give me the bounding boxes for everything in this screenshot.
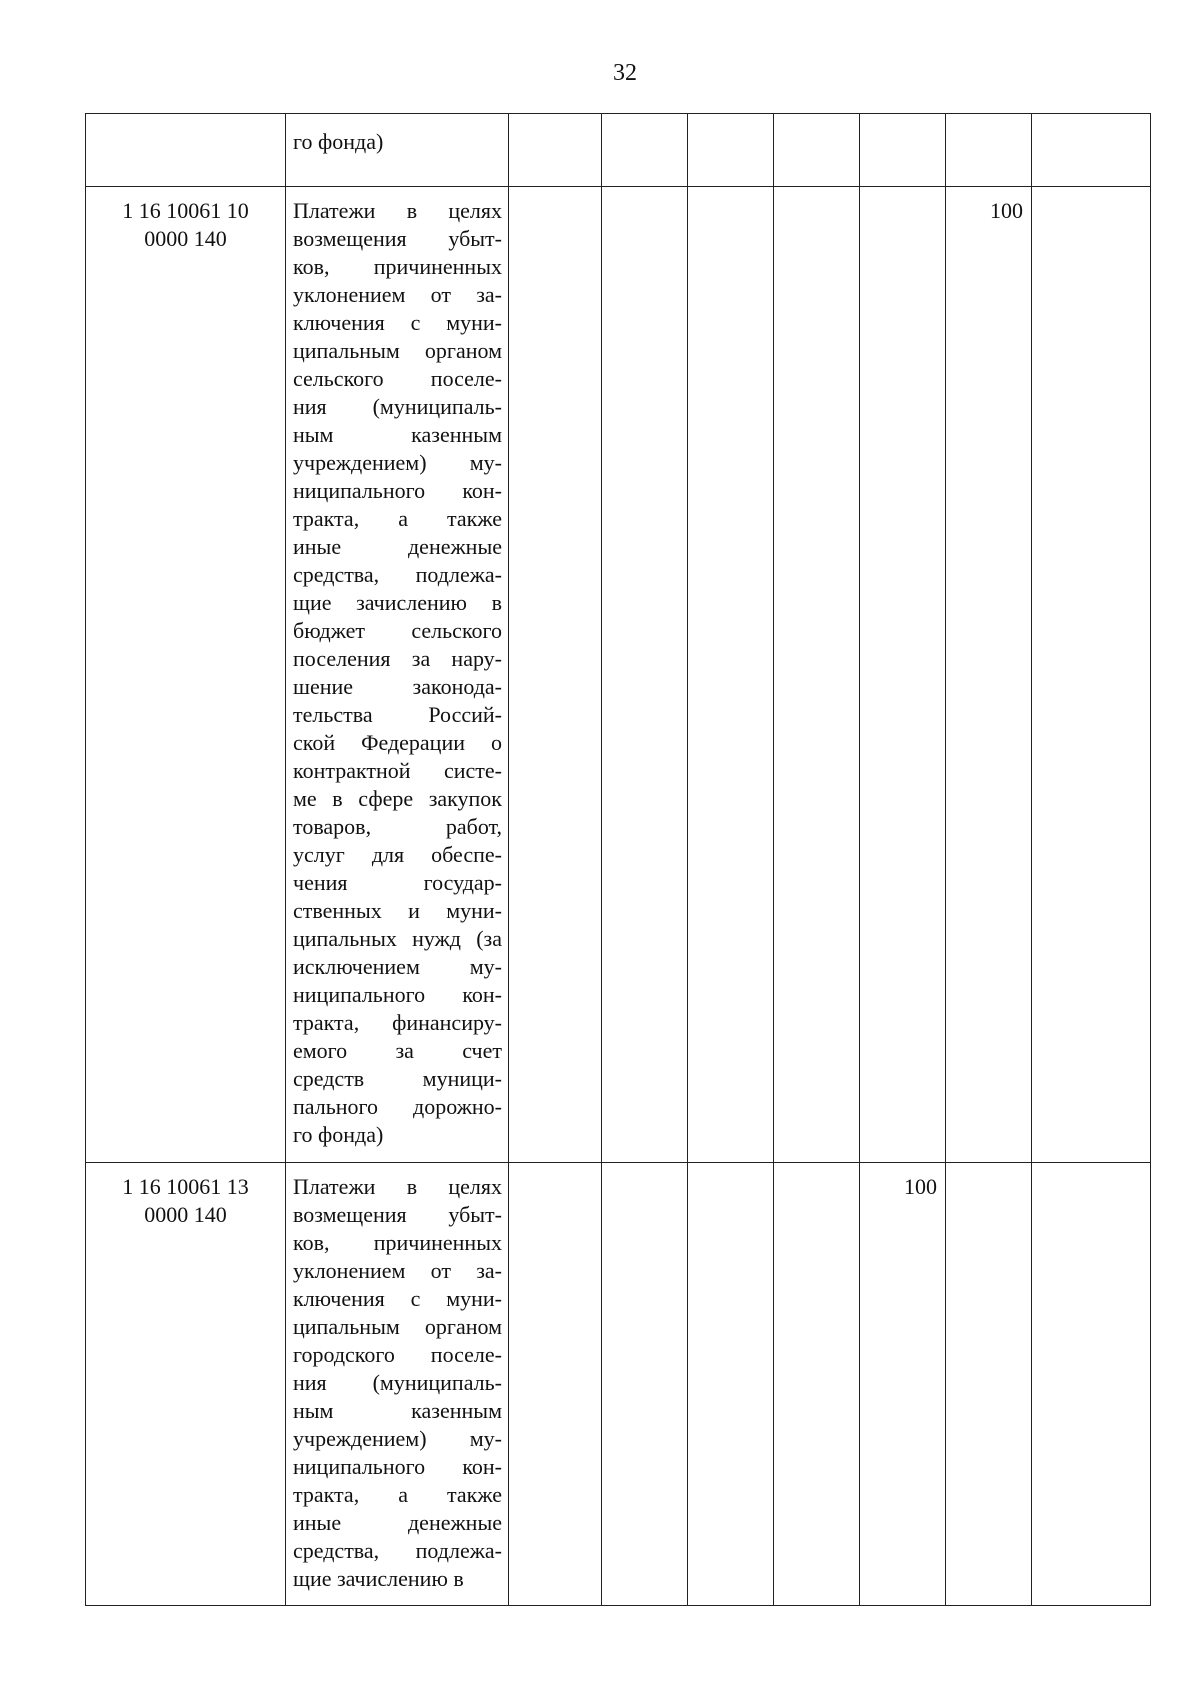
description-line: ской Федерации о	[293, 730, 502, 755]
percent-value-cell	[1032, 114, 1151, 187]
description-line: поселения за нару-	[293, 646, 502, 671]
description-line: пального дорожно-	[293, 1094, 502, 1119]
revenue-code-line: 0000 140	[144, 1202, 227, 1227]
revenue-code-cell	[86, 187, 286, 1163]
description-line: учреждением) му-	[293, 450, 502, 475]
description-line: ниципального кон-	[293, 1454, 502, 1479]
revenue-code-line: 1 16 10061 13	[122, 1174, 249, 1199]
description-line: ме в сфере закупок	[293, 786, 502, 811]
description-line: бюджет сельского	[293, 618, 502, 643]
description-line: услуг для обеспе-	[293, 842, 502, 867]
description-line: иные денежные	[293, 534, 502, 559]
description-line: уклонением от за-	[293, 282, 502, 307]
percent-value-cell	[774, 1163, 860, 1606]
percent-value-cell: 100	[860, 1163, 946, 1606]
description-line: возмещения убыт-	[293, 226, 502, 251]
description-line: чения государ-	[293, 870, 502, 895]
description-line: тельства Россий-	[293, 702, 502, 727]
percent-value-cell	[509, 114, 602, 187]
description-line: ния (муниципаль-	[293, 394, 502, 419]
description-line: ципальным органом	[293, 338, 502, 363]
percent-value-cell	[602, 187, 688, 1163]
description-line: ственных и муни-	[293, 898, 502, 923]
revenue-description-cell	[286, 187, 509, 1163]
description-line: ципальных нужд (за	[293, 926, 502, 951]
description-line: ниципального кон-	[293, 982, 502, 1007]
description-line: ципальным органом	[293, 1314, 502, 1339]
description-line: учреждением) му-	[293, 1426, 502, 1451]
percent-value-cell	[774, 114, 860, 187]
description-line: тракта, а также	[293, 1482, 502, 1507]
description-line: средства, подлежа-	[293, 1538, 502, 1563]
description-line: возмещения убыт-	[293, 1202, 502, 1227]
description-line: го фонда)	[293, 129, 384, 154]
percent-value-cell: 100	[946, 187, 1032, 1163]
description-line: ния (муниципаль-	[293, 1370, 502, 1395]
percent-value-cell	[688, 187, 774, 1163]
description-line: го фонда)	[293, 1122, 384, 1147]
description-line: шение законода-	[293, 674, 502, 699]
percent-value-cell	[1032, 187, 1151, 1163]
percent-value-cell	[509, 1163, 602, 1606]
description-line: щие зачислению в	[293, 1566, 464, 1591]
revenue-code-line: 1 16 10061 10	[122, 198, 249, 223]
percent-value-cell	[860, 187, 946, 1163]
percent-value-cell	[946, 114, 1032, 187]
description-line: уклонением от за-	[293, 1258, 502, 1283]
description-line: тракта, а также	[293, 506, 502, 531]
description-line: ным казенным	[293, 422, 502, 447]
table-row	[86, 1163, 1151, 1606]
description-line: ков, причиненных	[293, 254, 502, 279]
description-line: Платежи в целях	[293, 198, 502, 223]
revenue-code-cell	[86, 1163, 286, 1606]
revenue-code-line: 0000 140	[144, 226, 227, 251]
revenue-description-cell	[286, 1163, 509, 1606]
percent-value-cell	[688, 1163, 774, 1606]
description-line: городского поселе-	[293, 1342, 502, 1367]
description-line: тракта, финансиру-	[293, 1010, 502, 1035]
percent-value-cell	[602, 1163, 688, 1606]
percent-value-cell	[509, 187, 602, 1163]
description-line: ниципального кон-	[293, 478, 502, 503]
description-line: исключением му-	[293, 954, 502, 979]
description-line: щие зачислению в	[293, 590, 502, 615]
page-number: 32	[613, 60, 637, 86]
percent-value-cell	[688, 114, 774, 187]
description-line: Платежи в целях	[293, 1174, 502, 1199]
description-line: сельского поселе-	[293, 366, 502, 391]
description-line: иные денежные	[293, 1510, 502, 1535]
description-line: товаров, работ,	[293, 814, 502, 839]
revenue-description-cell	[286, 114, 509, 187]
table-row	[86, 187, 1151, 1163]
budget-revenue-table	[85, 113, 1151, 1606]
description-line: средства, подлежа-	[293, 562, 502, 587]
description-line: ным казенным	[293, 1398, 502, 1423]
percent-value-cell	[774, 187, 860, 1163]
percent-value-cell	[946, 1163, 1032, 1606]
description-line: ков, причиненных	[293, 1230, 502, 1255]
revenue-code-cell	[86, 114, 286, 187]
description-line: емого за счет	[293, 1038, 502, 1063]
description-line: ключения с муни-	[293, 1286, 502, 1311]
table-row	[86, 114, 1151, 187]
description-line: средств муници-	[293, 1066, 502, 1091]
percent-value-cell	[860, 114, 946, 187]
percent-value-cell	[602, 114, 688, 187]
description-line: ключения с муни-	[293, 310, 502, 335]
description-line: контрактной систе-	[293, 758, 502, 783]
percent-value-cell	[1032, 1163, 1151, 1606]
